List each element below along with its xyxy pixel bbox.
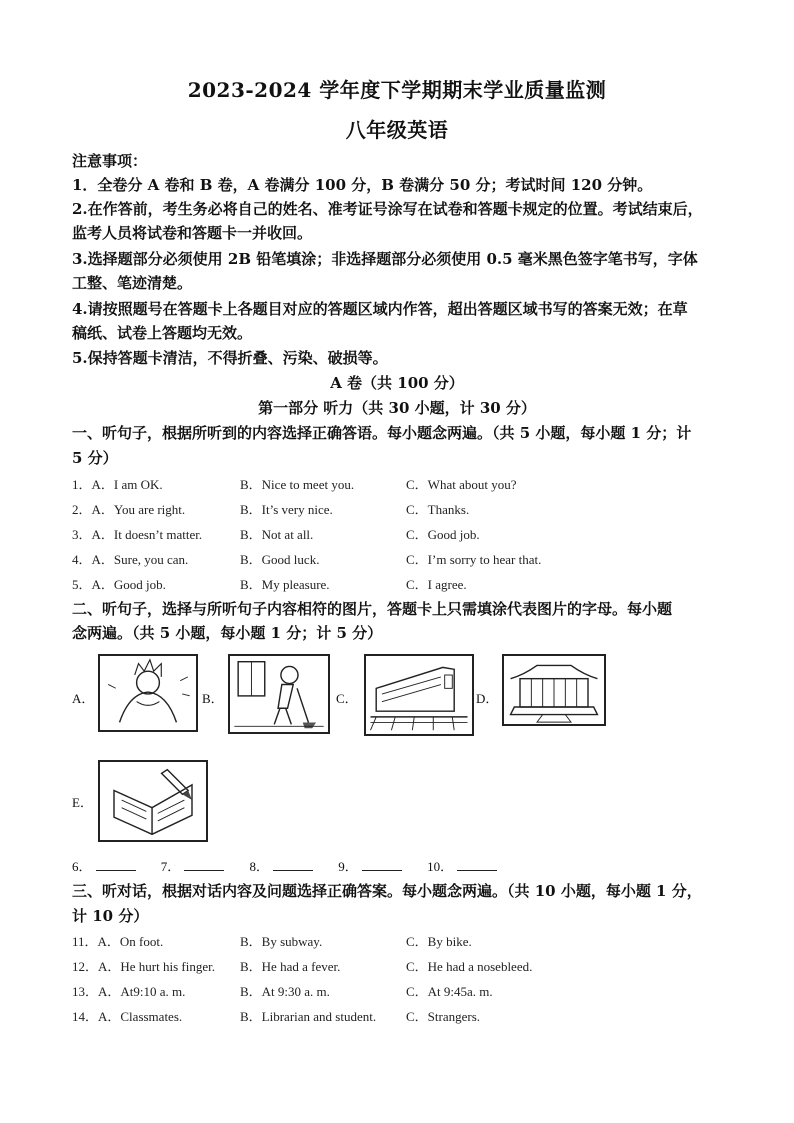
sick-girl-icon xyxy=(98,654,198,732)
option-c: C．By bike. xyxy=(406,934,472,949)
blank-8[interactable]: 8． xyxy=(250,856,314,875)
note-line: 监考人员将试卷和答题卡一并收回。 xyxy=(72,224,313,242)
section2-instruction: 二、听句子，选择与所听句子内容相符的图片，答题卡上只需填涂代表图片的字母。每小题 xyxy=(72,600,673,618)
question-row xyxy=(72,524,732,544)
picture-label-a: A． xyxy=(72,691,95,706)
note-line: 稿纸、试卷上答题均无效。 xyxy=(72,324,253,342)
blank-10[interactable]: 10． xyxy=(427,856,497,875)
book-pen-icon xyxy=(98,760,208,842)
option-c: C．Thanks. xyxy=(406,502,470,517)
question-row xyxy=(72,956,732,976)
question-row xyxy=(72,474,732,494)
note-line: 1．全卷分 A 卷和 B 卷，A 卷满分 100 分，B 卷满分 50 分；考试时间 120 分钟。 xyxy=(72,176,653,194)
option-c: C．I agree. xyxy=(406,577,467,592)
option-a: 5．A．Good job. xyxy=(72,577,166,592)
option-b: B．Good luck. xyxy=(240,552,320,567)
note-line: 5.保持答题卡清洁，不得折叠、污染、破损等。 xyxy=(72,349,388,367)
blank-7[interactable]: 7． xyxy=(161,856,225,875)
option-b: B．At 9:30 a. m. xyxy=(240,984,330,999)
exam-subtitle: 八年级英语 xyxy=(345,118,449,142)
note-line: 4.请按照题号在答题卡上各题目对应的答题区域内作答，超出答题区域书写的答案无效；在草 xyxy=(72,300,688,318)
option-a: 3．A．It doesn’t matter. xyxy=(72,527,203,542)
section2-instruction-cont: 念两遍。（共 5 小题，每小题 1 分；计 5 分） xyxy=(72,624,383,642)
question-row xyxy=(72,981,732,1001)
option-c: C．He had a nosebleed. xyxy=(406,959,533,974)
picture-label-e: E． xyxy=(72,795,93,810)
question-row xyxy=(72,574,732,594)
blank-6[interactable]: 6． xyxy=(72,856,136,875)
train-icon xyxy=(364,654,474,736)
option-c: C．What about you? xyxy=(406,477,517,492)
note-line: 3.选择题部分必须使用 2B 铅笔填涂；非选择题部分必须使用 0.5 毫米黑色签字笔书写，字体 xyxy=(72,250,698,268)
option-b: B．Not at all. xyxy=(240,527,314,542)
question-row xyxy=(72,931,732,951)
building-icon xyxy=(502,654,606,726)
section3-instruction-cont: 计 10 分） xyxy=(72,907,149,925)
option-a: 11．A．On foot. xyxy=(72,934,164,949)
option-b: B．It’s very nice. xyxy=(240,502,333,517)
option-b: B．My pleasure. xyxy=(240,577,330,592)
option-a: 12．A．He hurt his finger. xyxy=(72,959,215,974)
note-line: 2.在作答前，考生务必将自己的姓名、准考证号涂写在试卷和答题卡规定的位置。考试结束后， xyxy=(72,200,703,218)
option-b: B．He had a fever. xyxy=(240,959,341,974)
option-a: 2．A．You are right. xyxy=(72,502,186,517)
picture-label-c: C． xyxy=(336,691,358,706)
answer-blanks xyxy=(72,856,519,875)
option-a: 13．A．At9:10 a. m. xyxy=(72,984,186,999)
part1-title: 第一部分 听力（共 30 小题，计 30 分） xyxy=(258,399,536,417)
notes-heading: 注意事项： xyxy=(72,152,148,170)
option-c: C．Strangers. xyxy=(406,1009,481,1024)
question-row xyxy=(72,549,732,569)
section3-instruction: 三、听对话，根据对话内容及问题选择正确答案。每小题念两遍。（共 10 小题，每小题 1 分， xyxy=(72,882,702,900)
option-a: 1．A．I am OK. xyxy=(72,477,163,492)
question-row xyxy=(72,1006,732,1026)
picture-label-d: D． xyxy=(476,691,499,706)
option-a: 4．A．Sure, you can. xyxy=(72,552,189,567)
section1-instruction: 一、听句子，根据所听到的内容选择正确答语。每小题念两遍。（共 5 小题，每小题 1 分；计 xyxy=(72,424,692,442)
picture-label-b: B． xyxy=(202,691,224,706)
question-row xyxy=(72,499,732,519)
blank-9[interactable]: 9． xyxy=(338,856,402,875)
option-c: C．Good job. xyxy=(406,527,480,542)
option-b: B．Librarian and student. xyxy=(240,1009,377,1024)
exam-title: 2023-2024 学年度下学期期末学业质量监测 xyxy=(187,78,607,102)
note-line: 工整、笔迹清楚。 xyxy=(72,274,193,292)
section1-instruction-cont: 5 分） xyxy=(72,449,118,467)
sweeping-boy-icon xyxy=(228,654,330,734)
option-c: C．At 9:45a. m. xyxy=(406,984,493,999)
option-b: B．Nice to meet you. xyxy=(240,477,355,492)
option-a: 14．A．Classmates. xyxy=(72,1009,183,1024)
volume-a-title: A 卷（共 100 分） xyxy=(330,374,464,392)
option-b: B．By subway. xyxy=(240,934,323,949)
option-c: C．I’m sorry to hear that. xyxy=(406,552,542,567)
